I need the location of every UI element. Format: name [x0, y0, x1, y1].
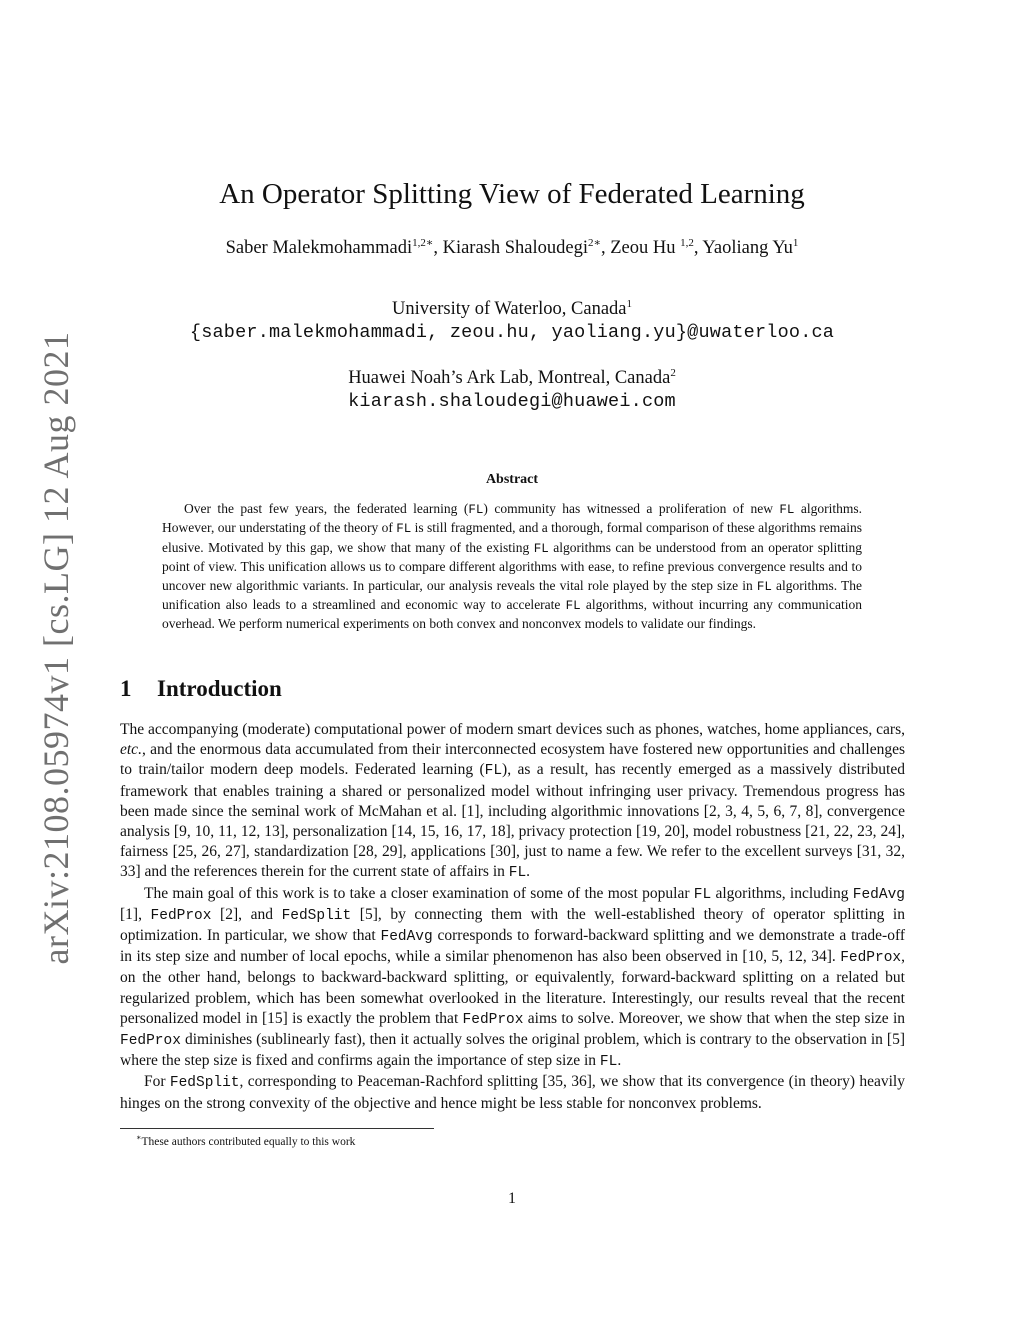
- section-title: Introduction: [157, 676, 282, 701]
- abstract-heading: Abstract: [485, 472, 539, 487]
- mono-term: FedSplit: [169, 1075, 240, 1092]
- author-name: Saber Malekmohammadi: [225, 238, 413, 259]
- text-run: , corresponding to Peaceman-Rachford splitting [35, 36], we show that its convergence (in theory) heavily hinges on the strong convexity of the objective and hence might be less stable for nonconvex problems.: [120, 1073, 905, 1112]
- mono-term: FL: [693, 886, 712, 903]
- author-affiliation-mark: 1,2∗: [412, 237, 434, 249]
- text-run: is still fragmented, and a thorough, formal comparison of these algorithms remains elusive. Motivated by this gap, we show that many of the existing: [162, 520, 862, 555]
- author-affiliation-mark: 1: [792, 237, 799, 249]
- mono-term: FL: [468, 503, 484, 517]
- text-run: diminishes (sublinearly fast), then it actually solves the original problem, which is contrary to the observation in [5] where the step size is fixed and confirms again the importance of step size in: [120, 1031, 905, 1070]
- affiliation-email: {saber.malekmohammadi, zeou.hu, yaoliang.yu}@uwaterloo.ca: [189, 322, 835, 344]
- institution: Huawei Noah’s Ark Lab, Montreal, Canada: [348, 368, 671, 389]
- author-affiliation-mark: 1,2: [680, 237, 694, 249]
- mono-term: FedAvg: [852, 886, 905, 903]
- text-run: algorithms, without incurring any communication overhead. We perform numerical experiments on both convex and nonconvex models to validate our findings.: [162, 597, 863, 632]
- affiliation-email: kiarash.shaloudegi@huawei.com: [348, 391, 676, 413]
- mono-term: FL: [508, 865, 527, 882]
- text-run: ), as a result, has recently emerged as a massively distributed framework that enables training a shared or personalized model without infringing user privacy. Tremendous progress has been made since the seminal work of McMahan et al. [1], including algorithmic innovations [2, 3, 4, 5, 6, 7, 8], convergence analysis [9, 10, 11, 12, 13], personalization [14, 15, 16, 17, 18], privacy protection [19, 20], model robustness [21, 22, 23, 24], fairness [25, 26, 27], standardization [28, 29], applications [30], just to name a few. We refer to the excellent surveys [31, 32, 33] and the references therein for the current state of affairs in: [120, 761, 905, 881]
- mono-term: FL: [533, 541, 549, 556]
- mono-term: FedSplit: [281, 907, 352, 924]
- section-heading: [120, 676, 282, 702]
- arxiv-stamp: arXiv:2108.05974v1 [cs.LG] 12 Aug 2021: [36, 331, 76, 965]
- institution: University of Waterloo, Canada: [392, 299, 627, 320]
- mono-term: FedProx: [840, 950, 902, 967]
- section-number: 1: [120, 676, 132, 701]
- text-run: algorithms can be understood from an operator splitting point of view. This unification allows us to compare different algorithms with ease, to refine previous convergence results and to uncover new algorithmic variants. In particular, our analysis reveals the vital role played by the step size in: [162, 539, 862, 593]
- author-separator: ,: [600, 238, 611, 259]
- paper-title: An Operator Splitting View of Federated Learning: [219, 178, 805, 210]
- author-list: [0, 236, 1024, 259]
- affiliation-mark: 1: [626, 298, 632, 310]
- mono-term: FedAvg: [380, 929, 433, 946]
- text-run: Over the past few years, the federated learning (: [184, 501, 469, 516]
- text-run: For: [144, 1073, 170, 1091]
- text-run: aims to solve. Moreover, we show that when the step size in: [523, 1009, 905, 1027]
- author-affiliation-mark: 2∗: [587, 237, 601, 249]
- mono-term: FL: [756, 579, 772, 594]
- paragraph: [120, 720, 905, 884]
- mono-term: FL: [599, 1054, 618, 1071]
- mono-term: FedProx: [120, 1033, 181, 1050]
- text-run: algorithms. However, our understating of the theory of: [162, 501, 863, 536]
- text-run: , on the other hand, belongs to backward-backward splitting, or equivalently, forward-backward splitting on a related but regularized problem, which has been somewhat overlooked in the literature. Interestingly, our results reveal that the recent personalized model in [15] is exactly the problem that: [120, 948, 905, 1027]
- text-run: ) community has witnessed a proliferation of new: [483, 501, 780, 516]
- footnote-rule: [120, 1128, 434, 1129]
- text-run: algorithms. The unification also leads to a streamlined and economic way to accelerate: [162, 577, 862, 613]
- mono-term: FL: [484, 763, 503, 780]
- mono-term: FL: [396, 522, 412, 537]
- affiliation-name: [0, 298, 1024, 320]
- text-run: , and the enormous data accumulated from their interconnected ecosystem have fostered new opportunities and challenges to train/tailor modern deep models. Federated learning (: [120, 741, 905, 779]
- intro-body: [120, 720, 905, 1114]
- mono-term: FedProx: [150, 907, 212, 924]
- affiliation-mark: 2: [670, 367, 676, 379]
- page-number: 1: [508, 1190, 516, 1207]
- abstract-text: [162, 500, 862, 634]
- footnote-marker: ∗: [136, 1133, 142, 1142]
- author-separator: ,: [433, 238, 443, 259]
- mono-term: FL: [565, 599, 581, 614]
- affiliation-name: [0, 367, 1024, 389]
- text-run: .: [526, 863, 531, 881]
- author-name: Kiarash Shaloudegi: [442, 238, 588, 259]
- author-name: Yaoliang Yu: [702, 238, 793, 259]
- author-name: Zeou Hu: [610, 238, 681, 259]
- text-run: The accompanying (moderate) computational power of modern smart devices such as phones, watches, home appliances, cars,: [120, 721, 905, 738]
- affiliation-huawei: [0, 367, 1024, 412]
- affiliation-waterloo: [0, 298, 1024, 343]
- author-separator: ,: [693, 238, 703, 259]
- text-run: .: [617, 1052, 622, 1070]
- footnote-text: These authors contributed equally to this work: [141, 1135, 356, 1148]
- text-run: [5], by connecting them with the well-established theory of operator splitting in optimization. In particular, we show that: [120, 905, 905, 945]
- text-run: [2], and: [211, 905, 282, 923]
- italic-text: etc.: [120, 741, 142, 759]
- text-run: [1],: [120, 905, 151, 923]
- paragraph: [120, 1072, 905, 1113]
- text-run: The main goal of this work is to take a closer examination of some of the most popular: [144, 884, 694, 902]
- mono-term: FL: [779, 503, 795, 517]
- paragraph: [120, 884, 905, 1073]
- text-run: corresponds to forward-backward splitting and we demonstrate a trade-off in its step size and number of local epochs, while a similar phenomenon has also been observed in [10, 5, 12, 34].: [120, 927, 905, 966]
- mono-term: FedProx: [462, 1011, 524, 1028]
- footnote: [136, 1133, 355, 1148]
- text-run: algorithms, including: [711, 884, 853, 902]
